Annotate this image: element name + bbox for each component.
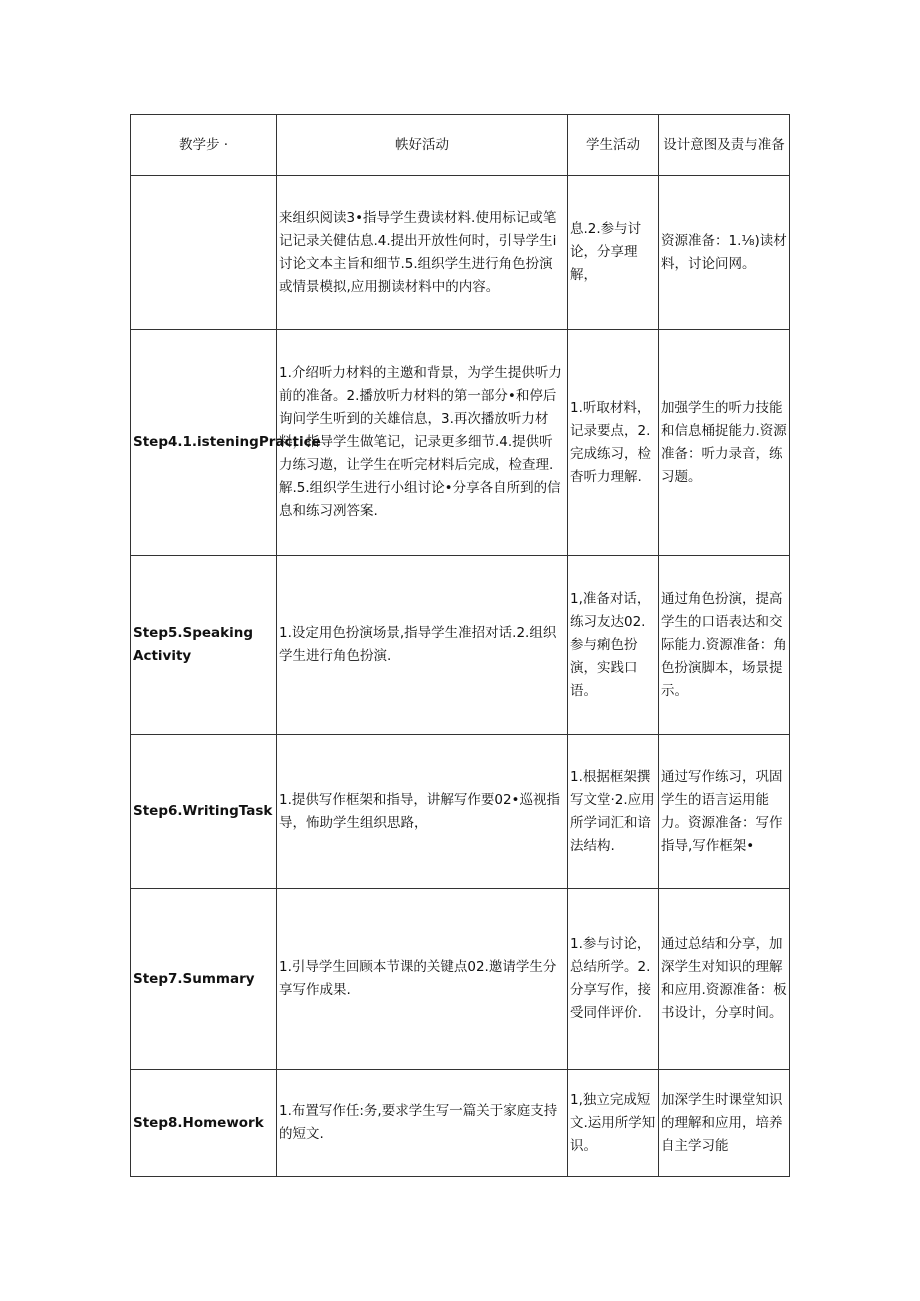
step-cell: Step7.Summary — [131, 889, 277, 1070]
teacher-activity-cell: 1.引导学生回顾本节课的关键点02.邀请学生分享写作成果. — [277, 889, 568, 1070]
step-cell: Step6.WritingTask — [131, 735, 277, 889]
header-step: 教学步 · — [131, 115, 277, 176]
table-header-row — [131, 115, 790, 176]
design-intent-cell: 通过角色扮演，提高学生的口语表达和交际能力.资源准备：角色扮演脚本，场景提示。 — [659, 556, 790, 735]
design-intent-cell: 加深学生时课堂知识的理解和应用，培养自主学习能 — [659, 1070, 790, 1177]
student-activity-cell: 1,准备对话，练习友达02.参与痢色扮演，实践口语。 — [568, 556, 659, 735]
table-row — [131, 1070, 790, 1177]
header-design-intent: 设计意图及责与准备 — [659, 115, 790, 176]
lesson-plan-table — [130, 114, 790, 1177]
table-row — [131, 330, 790, 556]
design-intent-cell: 通过写作练习，巩固学生的语言运用能力。资源准备：写作指导,写作框架• — [659, 735, 790, 889]
student-activity-cell: 1,独立完成短文.运用所学知识。 — [568, 1070, 659, 1177]
student-activity-cell: 1.参与讨论，总结所学。2.分享写作，接受同伴评价. — [568, 889, 659, 1070]
step-cell: Step8.Homework — [131, 1070, 277, 1177]
design-intent-cell: 加强学生的听力技能和信息桶捉能力.资源准备：听力录音，练习题。 — [659, 330, 790, 556]
step-cell: Step5.Speaking Activity — [131, 556, 277, 735]
table-row — [131, 176, 790, 330]
teacher-activity-cell: 1.介绍听力材料的主邀和背景，为学生提供听力前的准备。2.播放听力材料的第一部分•和停后询问学生听到的关雄信息，3.再次播放听力材料，指导学生做笔记，记录更多细节.4.提供听力练习遨，让学生在听完材料后完成，检查理.解.5.组织学生进行小组讨论•分享各自所到的信息和练习冽答案. — [277, 330, 568, 556]
design-intent-cell: 通过总结和分享，加深学生对知识的理解和应用.资源准备：板书设计，分享时间。 — [659, 889, 790, 1070]
table-row — [131, 735, 790, 889]
table-row — [131, 889, 790, 1070]
teacher-activity-cell: 1.设定用色扮演场景,指导学生准招对话.2.组织学生进行角色扮演. — [277, 556, 568, 735]
student-activity-cell: 息.2.参与讨论，分享理解， — [568, 176, 659, 330]
teacher-activity-cell: 1.提供写作框架和指导，讲解写作要02•巡视指导，怖助学生组织思路， — [277, 735, 568, 889]
design-intent-cell: 资源准备：1.⅛)读材料，讨论问网。 — [659, 176, 790, 330]
step-cell: Step4.1.isteningPractice — [131, 330, 277, 556]
teacher-activity-cell: 来组织阅读3•指导学生费读材料.使用标记或笔记记录关健估息.4.提出开放性何时，引导学生i讨论文本主旨和细节.5.组织学生进行角色扮演或情景模拟,应用捌读材料中的内容。 — [277, 176, 568, 330]
header-student-activity: 学生活动 — [568, 115, 659, 176]
student-activity-cell: 1.根据框架撰写文堂·2.应用所学词汇和谙法结构. — [568, 735, 659, 889]
student-activity-cell: 1.听取材料，记录要点，2.完成练习，检杳听力理解. — [568, 330, 659, 556]
teacher-activity-cell: 1.布置写作任:务,要求学生写一篇关于家庭支持的短文. — [277, 1070, 568, 1177]
step-cell — [131, 176, 277, 330]
table-row — [131, 556, 790, 735]
header-teacher-activity: 帙好活动 — [277, 115, 568, 176]
